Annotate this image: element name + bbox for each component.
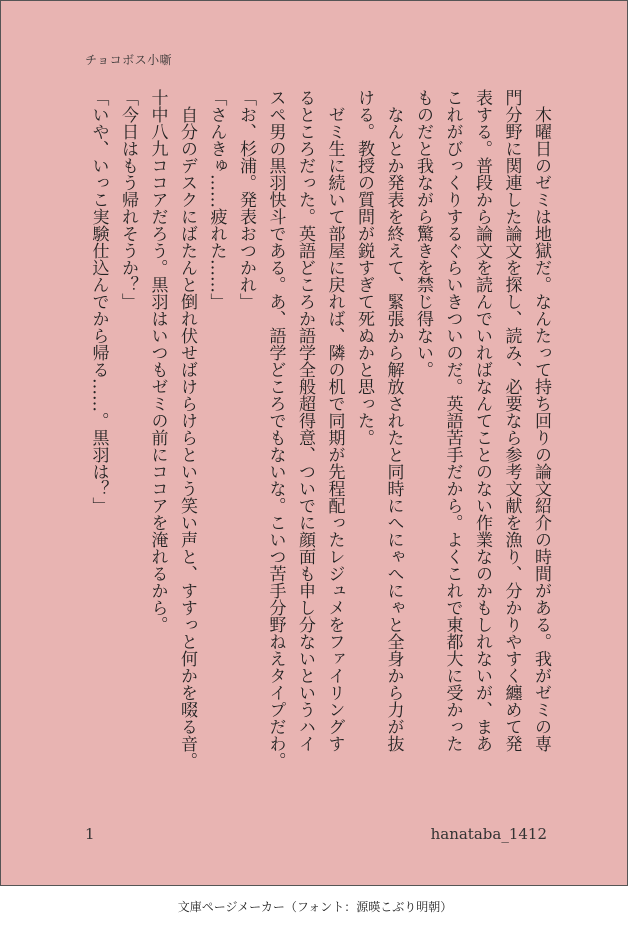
text-line: 門分野に関連した論文を探し、読み、必要なら参考文献を漁り、分かりやすく纏めて発 [501,89,522,752]
text-line: これがびっくりするぐらいきついのだ。英語苦手だから。よくこれで東都大に受かった [442,89,463,752]
text-line: るところだった。英語どころか語学全般超得意、ついでに顔面も申し分ないというハイ [295,89,315,752]
page-number: 1 [85,825,95,843]
story-text [85,89,555,809]
text-line: 「さんきゅ……疲れた……」 [206,89,227,310]
generator-credit: 文庫ページメーカー（フォント：源暎こぶり明朝） [177,900,453,914]
text-line: 十中八九ココアだろう。黒羽はいつもゼミの前にココアを淹れるから。 [147,89,168,633]
text-line: 「お、杉浦。発表おつかれ」 [236,89,256,310]
text-line: 表する。普段から論文を読んでいればなんてことのない作業なのかもしれないが、まあ [472,89,492,752]
text-line: 「いや、いっこ実験仕込んでから帰る……。黒羽は？」 [88,89,109,514]
text-line: なんとか発表を終えて、緊張から解放されたと同時にへにゃへにゃと全身から力が抜 [383,89,404,752]
text-line: スペ男の黒羽快斗である。あ、語学どころでもないな。こいつ苦手分野ねえタイプだわ。 [265,89,286,769]
text-line: ものだと我ながら驚きを禁じ得ない。 [413,89,433,378]
text-line: 木曜日のゼミは地獄だ。なんたって持ち回りの論文紹介の時間がある。我がゼミの専 [531,89,551,752]
text-line: ゼミ生に続いて部屋に戻れば、隣の机で同期が先程配ったレジュメをファイリングす [324,89,345,752]
text-line: 自分のデスクにばたんと倒れ伏せばけらけらという笑い声と、すすっと何かを啜る音。 [177,89,197,769]
author-handle: hanataba_1412 [430,825,547,843]
series-title: チョコボス小噺 [85,53,173,67]
text-line: 「今日はもう帰れそうか？」 [118,89,138,310]
text-line: ける。教授の質問が鋭すぎて死ぬかと思った。 [354,89,374,446]
